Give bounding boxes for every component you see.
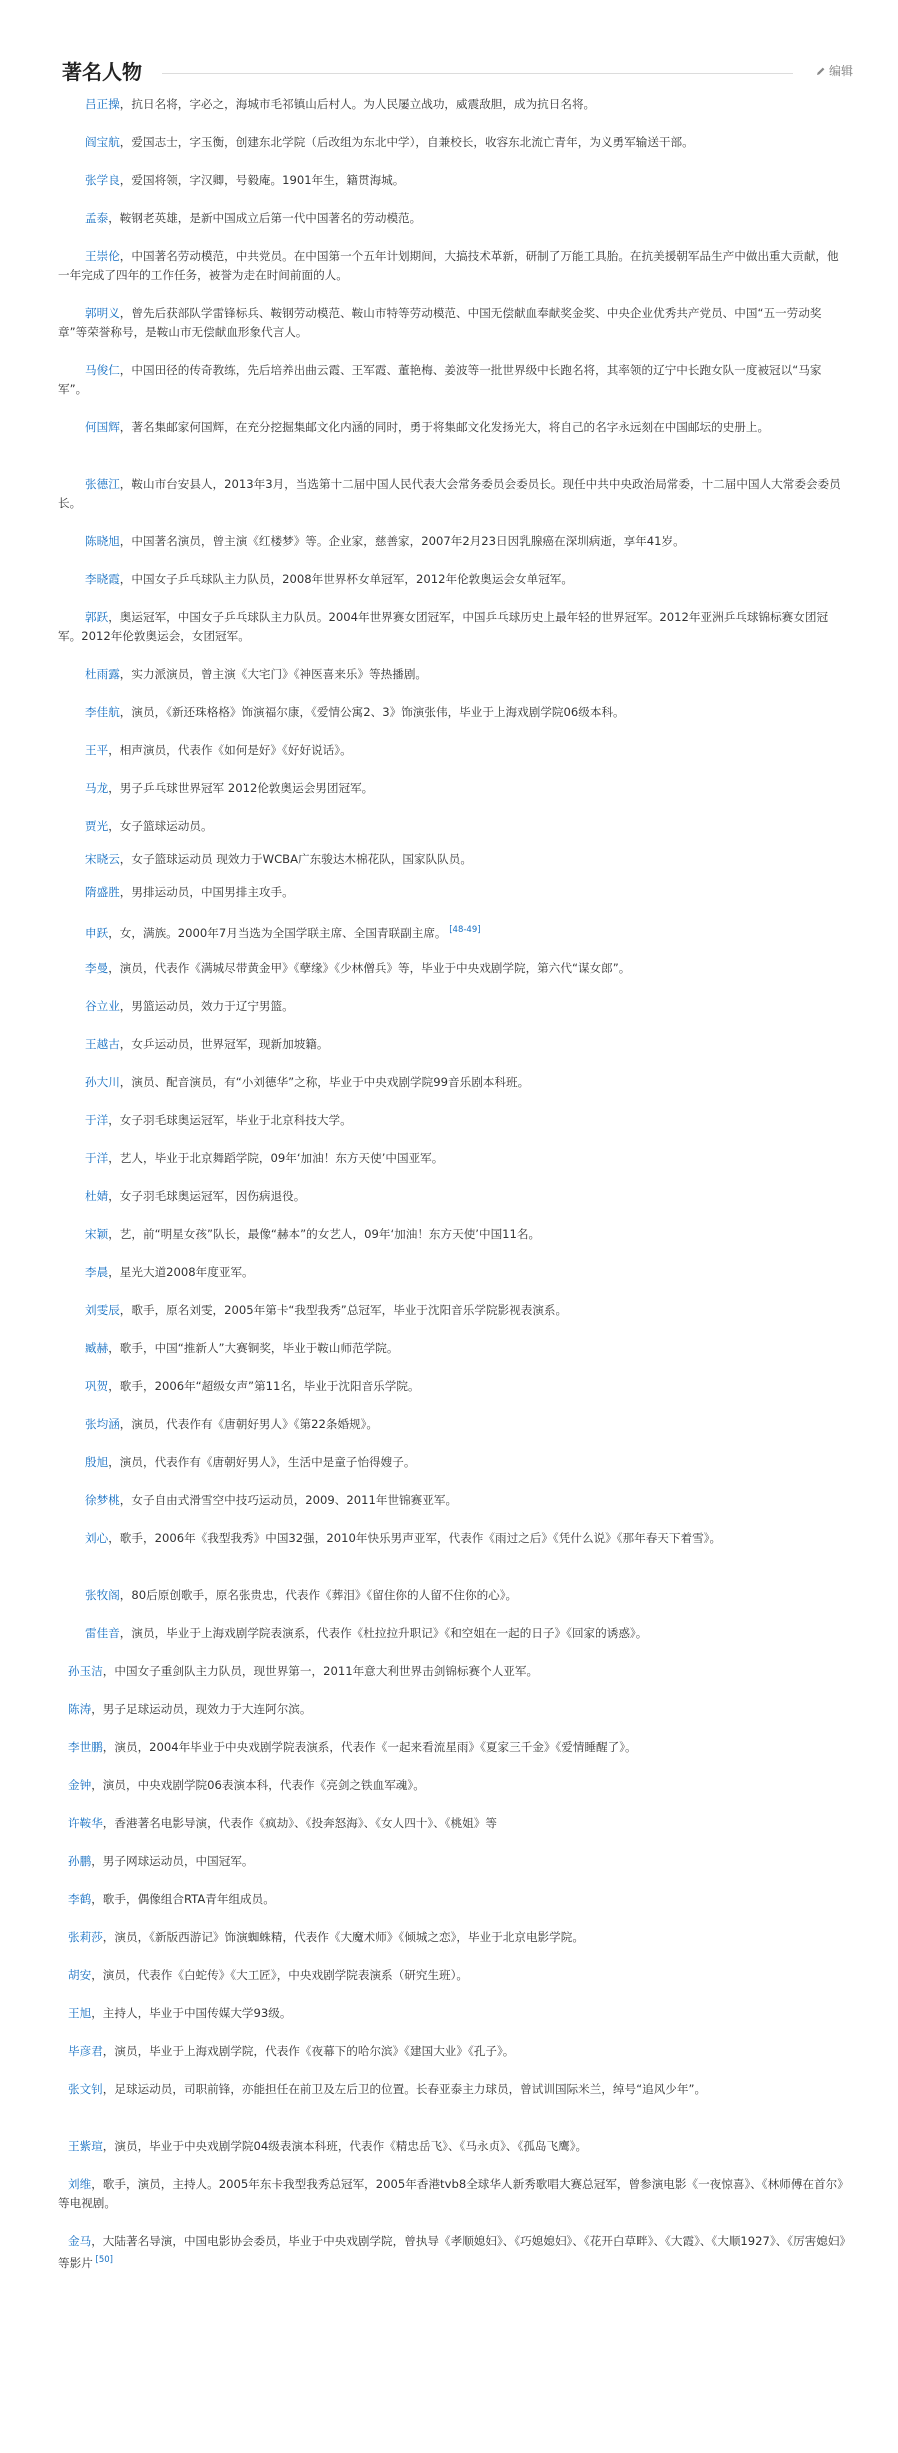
person-entry: [58, 1073, 846, 1092]
person-entry: [58, 959, 846, 978]
person-description: ，实力派演员，曾主演《大宅门》《神医喜来乐》等热播剧。: [119, 667, 428, 681]
person-name-link[interactable]: 宋晓云: [85, 852, 120, 866]
person-entry: [58, 2004, 846, 2023]
person-entry: [58, 418, 846, 437]
person-name-link[interactable]: 宋颖: [85, 1227, 109, 1241]
person-name-link[interactable]: 张德江: [85, 477, 120, 491]
person-name-link[interactable]: 张牧阁: [85, 1588, 120, 1602]
edit-link[interactable]: [816, 62, 853, 79]
person-name-link[interactable]: 陈晓旭: [85, 534, 120, 548]
citation-ref[interactable]: [50]: [92, 2255, 113, 2265]
person-entry: [58, 1263, 846, 1282]
person-name-link[interactable]: 金钟: [68, 1778, 92, 1792]
person-description: ，歌手，2006年《我型我秀》中国32强，2010年快乐男声亚军，代表作《雨过之后》《凭什么说》《那年春天下着雪》。: [108, 1531, 722, 1545]
person-entry: [58, 741, 846, 760]
person-entry: [58, 209, 846, 228]
person-name-link[interactable]: 毕彦君: [68, 2044, 103, 2058]
person-entry: [58, 1225, 846, 1244]
person-name-link[interactable]: 阎宝航: [85, 135, 120, 149]
person-description: ，著名集邮家何国辉，在充分挖掘集邮文化内涵的同时，勇于将集邮文化发扬光大，将自己的名字永远刻在中国邮坛的史册上。: [119, 420, 770, 434]
person-name-link[interactable]: 胡安: [68, 1968, 92, 1982]
person-entry: [58, 1928, 846, 1947]
person-name-link[interactable]: 孙大川: [85, 1075, 120, 1089]
person-entry: [58, 921, 846, 943]
person-description: ，艺，前“明星女孩”队长，最像“赫本”的女艺人，09年‘加油！东方天使’中国11名。: [108, 1227, 541, 1241]
person-name-link[interactable]: 雷佳音: [85, 1626, 120, 1640]
person-name-link[interactable]: 隋盛胜: [85, 885, 120, 899]
section-header: [58, 58, 853, 88]
person-description: ，鞍钢老英雄，是新中国成立后第一代中国著名的劳动模范。: [108, 211, 422, 225]
person-description: ，演员，中央戏剧学院06表演本科，代表作《亮剑之铁血军魂》。: [91, 1778, 425, 1792]
person-description: ，女子羽毛球奥运冠军，因伤病退役。: [108, 1189, 306, 1203]
person-description: ，女子自由式滑雪空中技巧运动员，2009、2011年世锦赛亚军。: [119, 1493, 458, 1507]
person-description: ，主持人，毕业于中国传媒大学93级。: [91, 2006, 292, 2020]
person-description: ，男篮运动员，效力于辽宁男篮。: [119, 999, 294, 1013]
person-entry: [58, 1491, 846, 1510]
person-entry: [58, 850, 846, 869]
person-entry: [58, 475, 846, 513]
person-entry: [58, 1586, 846, 1605]
section-title: 著名人物: [62, 60, 142, 84]
edit-label: 编辑: [828, 64, 853, 78]
person-name-link[interactable]: 徐梦桃: [85, 1493, 120, 1507]
person-description: ，艺人，毕业于北京舞蹈学院，09年‘加油！东方天使’中国亚军。: [108, 1151, 444, 1165]
person-name-link[interactable]: 李晨: [85, 1265, 109, 1279]
person-description: ，大陆著名导演，中国电影协会委员，毕业于中央戏剧学院，曾执导《孝顺媳妇》、《巧媳媳妇》、《花开白草畔》、《大霞》、《大顺1927》、《厉害媳妇》等影片: [58, 2234, 846, 2270]
person-name-link[interactable]: 金马: [68, 2234, 92, 2248]
person-name-link[interactable]: 孙鹏: [68, 1854, 92, 1868]
person-entry: [58, 2175, 846, 2213]
person-name-link[interactable]: 杜雨露: [85, 667, 120, 681]
person-description: ，演员，代表作有《唐朝好男人》，生活中是童子怡得嫂子。: [108, 1455, 416, 1469]
person-description: ，女子羽毛球奥运冠军，毕业于北京科技大学。: [108, 1113, 352, 1127]
person-entry: [58, 1111, 846, 1130]
person-entry: [58, 703, 846, 722]
person-entry: [58, 1301, 846, 1320]
person-name-link[interactable]: 贾光: [85, 819, 109, 833]
person-description: ，男排运动员，中国男排主攻手。: [119, 885, 294, 899]
person-description: ，女子篮球运动员。: [108, 819, 213, 833]
person-name-link[interactable]: 李鹤: [68, 1892, 92, 1906]
person-entry: [58, 1035, 846, 1054]
person-description: ，演员，代表作《满城尽带黄金甲》《孽缘》《少林僧兵》等，毕业于中央戏剧学院，第六代“谋女郎”。: [108, 961, 631, 975]
person-description: ，相声演员，代表作《如何是好》《好好说话》。: [108, 743, 352, 757]
person-description: ，中国女子重剑队主力队员，现世界第一，2011年意大利世界击剑锦标赛个人亚军。: [102, 1664, 539, 1678]
person-name-link[interactable]: 张学良: [85, 173, 120, 187]
person-entry: [58, 247, 846, 285]
person-name-link[interactable]: 孟泰: [85, 211, 109, 225]
person-entry: [58, 1814, 846, 1833]
person-description: ，女乒运动员，世界冠军，现新加坡籍。: [119, 1037, 329, 1051]
person-description: ，抗日名将，字必之，海城市毛祁镇山后村人。为人民屡立战功，威震敌胆，成为抗日名将。: [119, 97, 596, 111]
person-name-link[interactable]: 张文钊: [68, 2082, 103, 2096]
person-name-link[interactable]: 张均涵: [85, 1417, 120, 1431]
person-name-link[interactable]: 巩贺: [85, 1379, 109, 1393]
person-description: ，演员，毕业于上海戏剧学院表演系，代表作《杜拉拉升职记》《和空姐在一起的日子》《回家的诱惑》。: [119, 1626, 648, 1640]
person-name-link[interactable]: 刘雯辰: [85, 1303, 120, 1317]
person-entry: [58, 304, 846, 342]
person-entry: [58, 997, 846, 1016]
person-entry: [58, 171, 846, 190]
person-entry: [58, 1453, 846, 1472]
person-entry: [58, 883, 846, 902]
person-name-link[interactable]: 吕正操: [85, 97, 120, 111]
person-description: ，女，满族。2000年7月当选为全国学联主席、全国青联副主席。: [108, 925, 447, 940]
person-entry: [58, 608, 846, 646]
person-description: ，中国著名演员，曾主演《红楼梦》等。企业家，慈善家，2007年2月23日因乳腺癌在深圳病逝，享年41岁。: [119, 534, 685, 548]
person-name-link[interactable]: 何国辉: [85, 420, 120, 434]
person-description: ，歌手，2006年“超级女声”第11名，毕业于沈阳音乐学院。: [108, 1379, 420, 1393]
person-entry: [58, 1339, 846, 1358]
person-name-link[interactable]: 郭跃: [85, 610, 109, 624]
person-description: ，香港著名电影导演，代表作《疯劫》、《投奔怒海》、《女人四十》、《桃姐》等: [102, 1816, 497, 1830]
person-name-link[interactable]: 陈涛: [68, 1702, 92, 1716]
person-entry: [58, 1529, 846, 1548]
person-entry: [58, 361, 846, 399]
person-description: ，演员，《新还珠格格》饰演福尔康，《爱情公寓2、3》饰演张伟，毕业于上海戏剧学院06级本科。: [119, 705, 625, 719]
person-name-link[interactable]: 申跃: [85, 925, 109, 940]
person-name-link[interactable]: 王旭: [68, 2006, 92, 2020]
person-name-link[interactable]: 王紫瑄: [68, 2139, 103, 2153]
person-description: ，歌手，中国“推新人”大赛铜奖，毕业于鞍山师范学院。: [108, 1341, 399, 1355]
person-description: ，星光大道2008年度亚军。: [108, 1265, 254, 1279]
person-entry: [58, 95, 846, 114]
person-description: ，女子篮球运动员 现效力于WCBA广东骏达木棉花队，国家队队员。: [119, 852, 472, 866]
person-name-link[interactable]: 许鞍华: [68, 1816, 103, 1830]
person-entry: [58, 1700, 846, 1719]
person-description: ，爱国志士，字玉衡，创建东北学院（后改组为东北中学），自兼校长，收容东北流亡青年，为义勇军输送干部。: [119, 135, 694, 149]
person-entry: [58, 1852, 846, 1871]
person-entry: [58, 570, 846, 589]
person-entry: [58, 1966, 846, 1985]
person-entry: [58, 1187, 846, 1206]
person-description: ，奥运冠军，中国女子乒乓球队主力队员。2004年世界赛女团冠军，中国乒乓球历史上最年轻的世界冠军。2012年亚洲乒乓球锦标赛女团冠军。2012年伦敦奥运会，女团冠军。: [58, 610, 829, 643]
person-description: ，中国田径的传奇教练，先后培养出曲云霞、王军霞、董艳梅、姜波等一批世界级中长跑名将，其率领的辽宁中长跑女队一度被冠以“马家军”。: [58, 363, 822, 396]
person-description: ，男子网球运动员，中国冠军。: [91, 1854, 254, 1868]
notable-people-section: [58, 58, 853, 2270]
person-description: ，足球运动员，司职前锋，亦能担任在前卫及左后卫的位置。长春亚泰主力球员，曾试训国际米兰，绰号“追风少年”。: [102, 2082, 707, 2096]
person-entry: [58, 1738, 846, 1757]
person-description: ，演员，《新版西游记》饰演蜘蛛精，代表作《大魔术师》《倾城之恋》，毕业于北京电影学院。: [102, 1930, 584, 1944]
person-name-link[interactable]: 孙玉洁: [68, 1664, 103, 1678]
person-entry: [58, 1662, 846, 1681]
person-entry: [58, 2042, 846, 2061]
person-description: ，演员，毕业于上海戏剧学院，代表作《夜幕下的哈尔滨》《建国大业》《孔子》。: [102, 2044, 515, 2058]
person-entry: [58, 1415, 846, 1434]
person-name-link[interactable]: 马龙: [85, 781, 109, 795]
person-name-link[interactable]: 王崇伦: [85, 249, 120, 263]
person-name-link[interactable]: 刘维: [68, 2177, 92, 2191]
person-name-link[interactable]: 刘心: [85, 1531, 109, 1545]
person-description: ，80后原创歌手，原名张贵忠，代表作《葬泪》《留住你的人留不住你的心》。: [119, 1588, 518, 1602]
person-description: ，歌手，原名刘雯，2005年第卡“我型我秀”总冠军，毕业于沈阳音乐学院影视表演系。: [119, 1303, 568, 1317]
person-name-link[interactable]: 臧赫: [85, 1341, 109, 1355]
person-description: ，男子乒乓球世界冠军 2012伦敦奥运会男团冠军。: [108, 781, 374, 795]
person-entry: [58, 133, 846, 152]
person-entry: [58, 1377, 846, 1396]
person-description: ，曾先后获部队学雷锋标兵、鞍钢劳动模范、鞍山市特等劳动模范、中国无偿献血奉献奖金奖、中央企业优秀共产党员、中国“五一劳动奖章”等荣誉称号，是鞍山市无偿献血形象代言人。: [58, 306, 822, 339]
person-description: ，中国著名劳动模范，中共党员。在中国第一个五年计划期间，大搞技术革新，研制了万能工具胎。在抗美援朝军品生产中做出重大贡献，他一年完成了四年的工作任务，被誉为走在时间前面的人。: [58, 249, 839, 282]
person-description: ，中国女子乒乓球队主力队员，2008年世界杯女单冠军，2012年伦敦奥运会女单冠军。: [119, 572, 573, 586]
person-description: ，歌手，偶像组合RTA青年组成员。: [91, 1892, 275, 1906]
person-entry: [58, 1776, 846, 1795]
person-name-link[interactable]: 谷立业: [85, 999, 120, 1013]
person-name-link[interactable]: 张莉莎: [68, 1930, 103, 1944]
pencil-icon: [816, 66, 826, 76]
person-entry: [58, 532, 846, 551]
person-entry: [58, 1149, 846, 1168]
person-description: ，爱国将领，字汉卿，号毅庵。1901年生，籍贯海城。: [119, 173, 405, 187]
person-entry: [58, 2080, 846, 2099]
person-entry: [58, 1890, 846, 1909]
person-name-link[interactable]: 于洋: [85, 1113, 109, 1127]
person-name-link[interactable]: 李佳航: [85, 705, 120, 719]
person-name-link[interactable]: 李世鹏: [68, 1740, 103, 1754]
person-description: ，歌手，演员，主持人。2005年东卡我型我秀总冠军，2005年香港tvb8全球华人新秀歌唱大赛总冠军，曾参演电影《一夜惊喜》、《林师傅在首尔》等电视剧。: [58, 2177, 843, 2210]
person-name-link[interactable]: 郭明义: [85, 306, 120, 320]
person-description: ，鞍山市台安县人，2013年3月，当选第十二届中国人民代表大会常务委员会委员长。现任中共中央政治局常委，十二届中国人大常委会委员长。: [58, 477, 841, 510]
person-description: ，演员，2004年毕业于中央戏剧学院表演系，代表作《一起来看流星雨》《夏家三千金》《爱情睡醒了》。: [102, 1740, 637, 1754]
person-name-link[interactable]: 于洋: [85, 1151, 109, 1165]
person-entry: [58, 817, 846, 836]
person-name-link[interactable]: 李曼: [85, 961, 109, 975]
person-description: ，演员，代表作有《唐朝好男人》《第22条婚规》。: [119, 1417, 379, 1431]
person-entry: [58, 2137, 846, 2156]
person-description: ，演员，代表作《白蛇传》《大工匠》，中央戏剧学院表演系（研究生班）。: [91, 1968, 468, 1982]
person-entry: [58, 1624, 846, 1643]
person-name-link[interactable]: 马俊仁: [85, 363, 120, 377]
person-name-link[interactable]: 殷旭: [85, 1455, 109, 1469]
person-name-link[interactable]: 王越古: [85, 1037, 120, 1051]
person-name-link[interactable]: 李晓霞: [85, 572, 120, 586]
person-name-link[interactable]: 杜婧: [85, 1189, 109, 1203]
person-entry: [58, 2232, 846, 2273]
person-entry: [58, 779, 846, 798]
person-name-link[interactable]: 王平: [85, 743, 109, 757]
person-description: ，男子足球运动员，现效力于大连阿尔滨。: [91, 1702, 312, 1716]
person-description: ，演员，毕业于中央戏剧学院04级表演本科班，代表作《精忠岳飞》、《马永贞》、《孤岛飞鹰》。: [102, 2139, 588, 2153]
person-description: ，演员、配音演员，有“小刘德华”之称，毕业于中央戏剧学院99音乐剧本科班。: [119, 1075, 530, 1089]
citation-ref[interactable]: [48-49]: [446, 925, 481, 935]
section-divider: [162, 73, 793, 74]
person-entry: [58, 665, 846, 684]
